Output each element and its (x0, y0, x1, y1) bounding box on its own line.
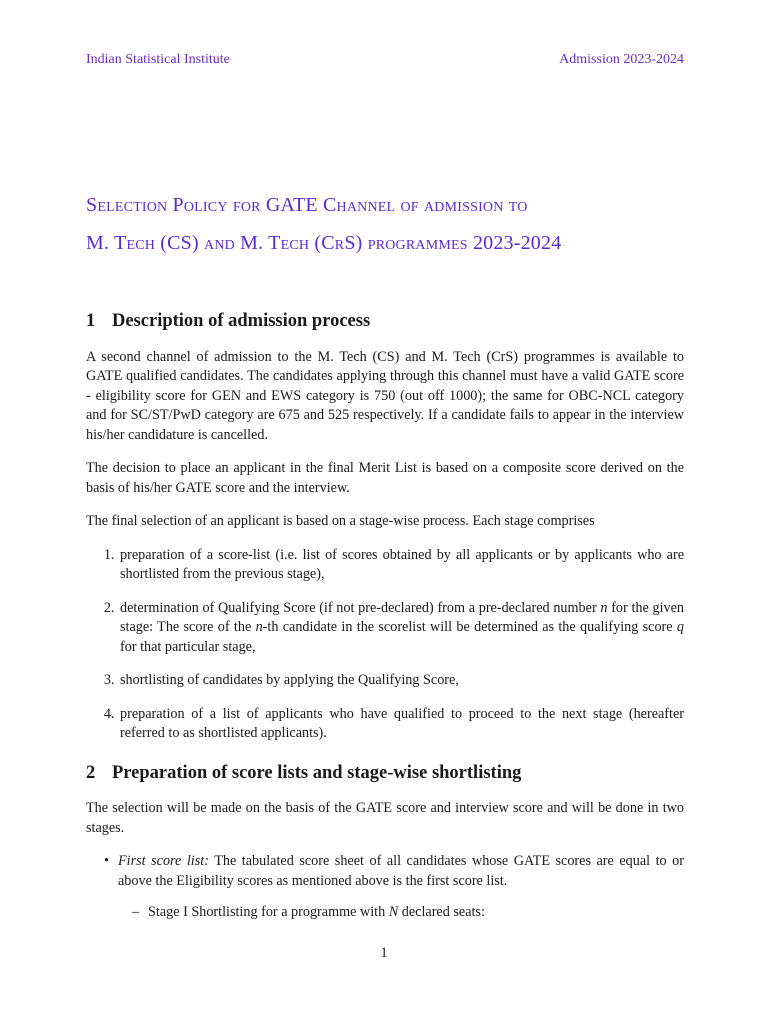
running-header (86, 52, 684, 68)
score-list-bullets (86, 852, 684, 923)
section-1-heading (86, 312, 684, 332)
list-item: 4. preparation of a list of applicants who have qualified to proceed to the next stage (hereafter referred to as shortlisted applicants). (118, 705, 684, 744)
math-n: n (600, 599, 608, 616)
section-2-title: Preparation of score lists and stage-wise shortlisting (112, 762, 522, 783)
list-item-text: Stage I Shortlisting for a programme with (148, 904, 389, 920)
title-line-2: M. Tech (CS) and M. Tech (CrS) programmes 2023-2024 (86, 232, 562, 254)
section-1-number: 1 (86, 311, 96, 331)
document-body (86, 312, 684, 935)
list-item-text: determination of Qualifying Score (if not pre-declared) from a pre-declared number (120, 599, 601, 616)
document-title (86, 186, 684, 262)
stage-process-list (86, 546, 684, 744)
section-2-number: 2 (86, 762, 96, 783)
section-2-heading (86, 764, 684, 784)
math-n: n (255, 619, 263, 635)
stage-sublist (118, 903, 684, 923)
first-score-list-label: First score list: (118, 853, 209, 869)
header-institute: Indian Statistical Institute (86, 52, 230, 67)
list-item: 3. shortlisting of candidates by applying the Qualifying Score, (118, 671, 684, 691)
section-1-title: Description of admission process (112, 311, 371, 331)
list-item-text: for the given stage: The score of the (120, 599, 684, 635)
section-1-paragraph-2: The decision to place an applicant in the final Merit List is based on a composite score derived on the basis of his/her GATE score and the interview. (86, 460, 684, 496)
title-line-1: Selection Policy for GATE Channel of admission to (86, 194, 528, 216)
section-1-paragraph-3: The final selection of an applicant is based on a stage-wise process. Each stage comprises (86, 513, 595, 529)
list-item (118, 852, 684, 923)
section-2-paragraph-1: The selection will be made on the basis of the GATE score and interview score and will be done in two stages. (86, 800, 684, 836)
page-number: 1 (380, 945, 388, 961)
math-q: q (676, 619, 684, 635)
section-1-paragraph-1: A second channel of admission to the M. Tech (CS) and M. Tech (CrS) programmes is available to GATE qualified candidates. The candidates applying through this channel must have a valid GATE score - eligibility score for GEN and EWS category is 750 (out off 1000); the same for OBC-NCL category and for SC/ST/PwD category are 675 and 525 respectively. If a candidate fails to appear in the interview his/her candidature is cancelled. (86, 348, 684, 443)
list-item (148, 903, 684, 923)
list-item: 1. preparation of a score-list (i.e. list of scores obtained by all applicants or by applicants who are shortlisted from the previous stage), (118, 546, 684, 585)
list-item (118, 599, 684, 658)
list-item-text: -th candidate in the scorelist will be determined as the qualifying score (262, 619, 677, 635)
header-admission-year: Admission 2023-2024 (559, 52, 684, 67)
list-item-text: for that particular stage, (120, 638, 256, 655)
first-score-list-text: The tabulated score sheet of all candidates whose GATE scores are equal to or above the Eligibility scores as mentioned above is the first score list. (118, 853, 684, 889)
list-item-text: declared seats: (398, 904, 485, 920)
math-N: N (388, 904, 399, 920)
